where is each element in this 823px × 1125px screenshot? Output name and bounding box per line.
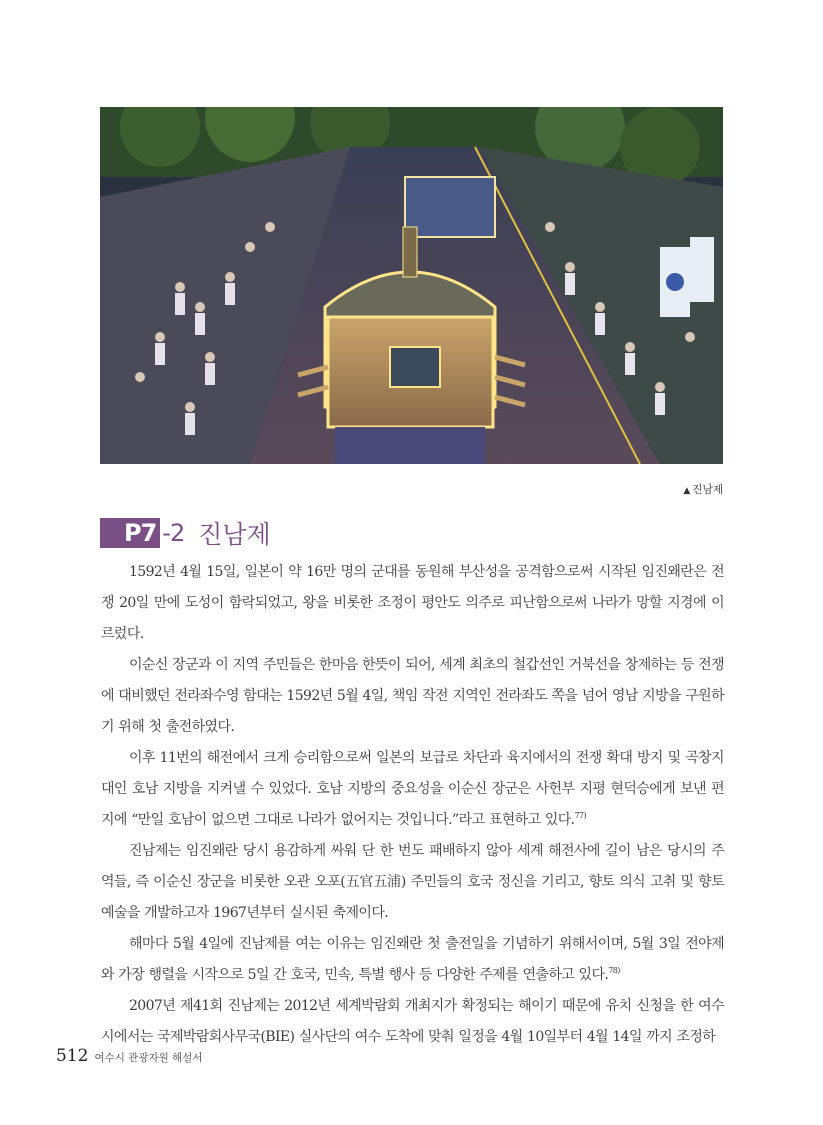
section-heading: [100, 516, 271, 550]
paragraph-text: 이순신 장군과 이 지역 주민들은 한마음 한뜻이 되어, 세계 최초의 철갑선인 거북선을 창제하는 등 전쟁에 대비했던 전라좌수영 함대는 1592년 5월 4일, 책임 작전 지역인 전라좌도 쪽을 넘어 영남 지방을 구원하기 위해 첫 출전하였다.: [101, 657, 724, 735]
paragraph: [101, 743, 724, 836]
festival-parade-photo: [100, 107, 723, 464]
section-number: -2: [162, 519, 185, 547]
paragraph: [101, 650, 724, 743]
paragraph-text: 1592년 4월 15일, 일본이 약 16만 명의 군대를 동원해 부산성을 공격함으로써 시작된 임진왜란은 전쟁 20일 만에 도성이 함락되었고, 왕을 비롯한 조정이 평안도 의주로 피난함으로써 나라가 망할 지경에 이르렀다.: [101, 564, 724, 642]
paragraph-text: 이후 11번의 해전에서 크게 승리함으로써 일본의 보급로 차단과 육지에서의 전쟁 확대 방지 및 곡창지대인 호남 지방을 지켜낼 수 있었다. 호남 지방의 중요성을 이순신 장군은 사헌부 지평 현덕승에게 보낸 편지에 “만일 호남이 없으면 그대로 나라가 없어지는 것입니다.”라고 표현하고 있다.: [101, 750, 724, 828]
caption-text: 진남제: [692, 483, 723, 496]
book-title: 여수시 관광자원 해설서: [94, 1052, 203, 1064]
section-code-badge: P7: [100, 518, 160, 548]
photo-caption: [683, 481, 723, 497]
parade-photo-illustration: [100, 107, 723, 464]
paragraph-text: 진남제는 임진왜란 당시 용감하게 싸워 단 한 번도 패배하지 않아 세계 해전사에 길이 남은 당시의 주역들, 즉 이순신 장군을 비롯한 오관 오포(五官五浦) 주민들의 호국 정신을 기리고, 향토 의식 고취 및 향토 예술을 개발하고자 1967년부터 실시된 축제이다.: [101, 843, 724, 921]
paragraph: [101, 557, 724, 650]
paragraph-text: 해마다 5월 4일에 진남제를 여는 이유는 임진왜란 첫 출전일을 기념하기 위해서이며, 5월 3일 전야제와 가장 행렬을 시작으로 5일 간 호국, 민속, 특별 행사 등 다양한 주제를 연출하고 있다.: [101, 936, 724, 983]
paragraph-text: 2007년 제41회 진남제는 2012년 세계박람회 개최지가 확정되는 해이기 때문에 유치 신청을 한 여수시에서는 국제박람회사무국(BIE) 실사단의 여수 도착에 맞춰 일정을 4월 10일부터 4월 14일 까지 조정하: [101, 998, 724, 1045]
article-body: [101, 557, 724, 1053]
page-number: 512: [56, 1046, 89, 1066]
page-footer: [56, 1046, 203, 1066]
paragraph: [101, 929, 724, 991]
section-title: 진남제: [198, 520, 271, 549]
caption-marker: ▲: [683, 486, 691, 496]
paragraph: [101, 836, 724, 929]
footnote-ref: 77): [574, 811, 587, 820]
paragraph: [101, 991, 724, 1053]
footnote-ref: 78): [608, 966, 620, 975]
